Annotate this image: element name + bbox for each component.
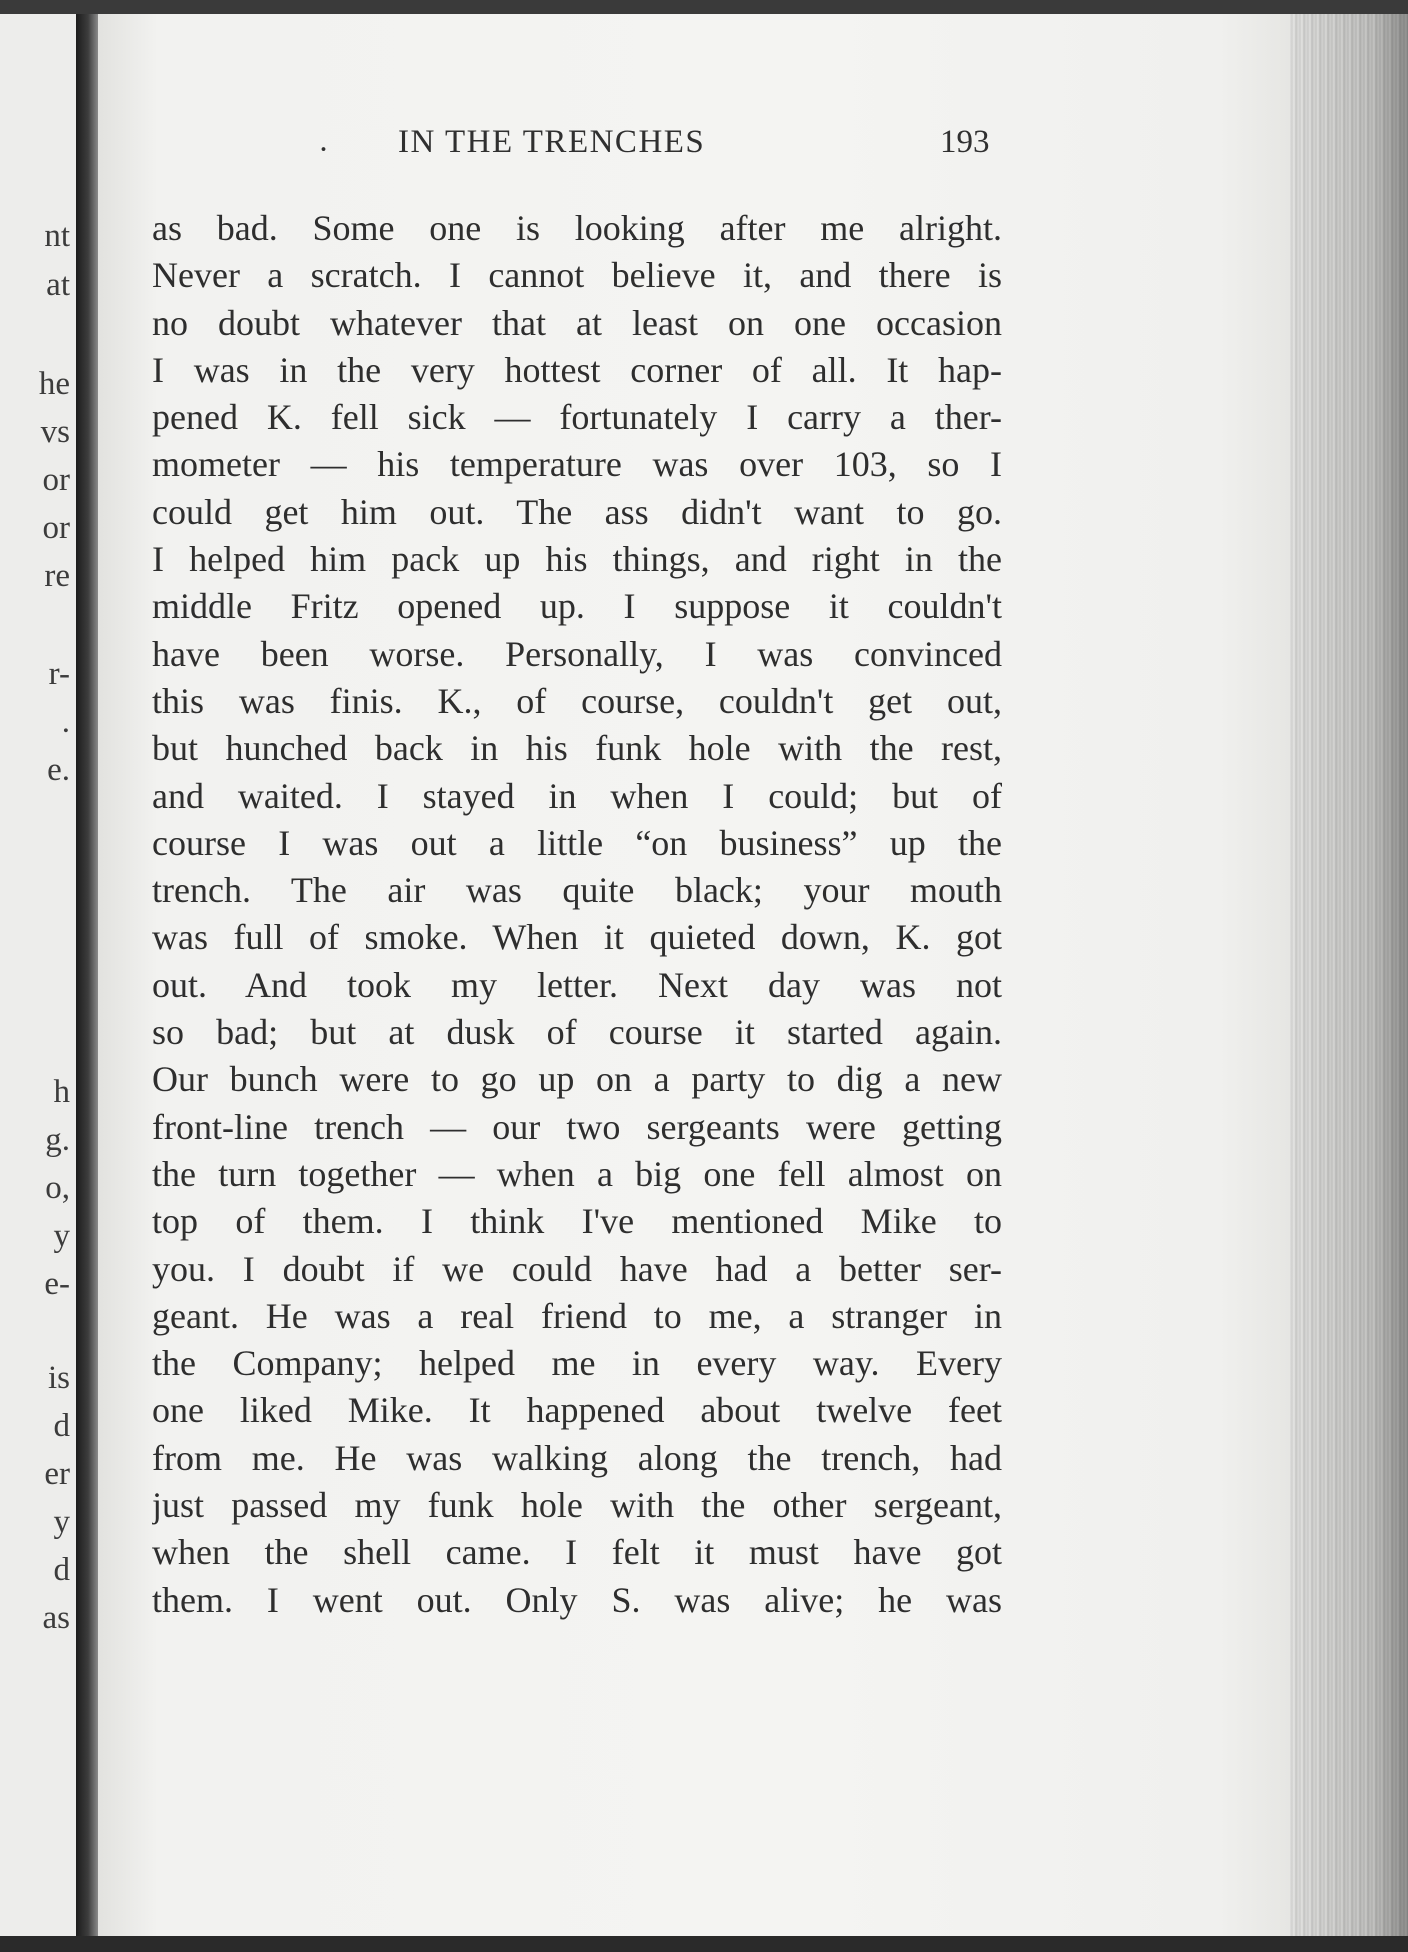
text-line: when the shell came. I felt it must have got <box>152 1532 1002 1573</box>
text-line: was full of smoke. When it quieted down, K. got <box>152 917 1002 958</box>
text-line: no doubt whatever that at least on one occasion <box>152 302 1002 343</box>
running-title: IN THE TRENCHES <box>398 124 706 160</box>
body-text <box>152 205 1002 1624</box>
facing-page-fragment: e- <box>44 1266 70 1302</box>
text-line: Never a scratch. I cannot believe it, and there is <box>152 255 1002 296</box>
facing-page-fragment: or <box>42 510 70 546</box>
text-line: have been worse. Personally, I was convinced <box>152 633 1002 674</box>
text-line: you. I doubt if we could have had a better ser- <box>152 1248 1002 1289</box>
text-line: the turn together — when a big one fell almost on <box>152 1153 1002 1194</box>
facing-page-fragment: y <box>53 1504 70 1540</box>
text-line: pened K. fell sick — fortunately I carry a ther- <box>152 397 1002 438</box>
text-line: Our bunch were to go up on a party to dig a new <box>152 1059 1002 1100</box>
text-line: but hunched back in his funk hole with the rest, <box>152 728 1002 769</box>
facing-page-fragment: d <box>53 1552 70 1588</box>
text-line: course I was out a little “on business” up the <box>152 822 1002 863</box>
facing-page-fragment: nt <box>44 218 70 254</box>
text-line: this was finis. K., of course, couldn't get out, <box>152 680 1002 721</box>
facing-page-fragment: r- <box>48 656 70 692</box>
text-line: trench. The air was quite black; your mouth <box>152 870 1002 911</box>
text-line: geant. He was a real friend to me, a stranger in <box>152 1295 1002 1336</box>
facing-page-fragment: d <box>53 1408 70 1444</box>
text-line: as bad. Some one is looking after me alright. <box>152 208 1002 248</box>
text-line: out. And took my letter. Next day was not <box>152 964 1002 1005</box>
facing-page-fragment: as <box>42 1600 70 1636</box>
page-edges <box>1290 14 1408 1936</box>
text-line: I helped him pack up his things, and right in the <box>152 539 1002 580</box>
text-line: from me. He was walking along the trench, had <box>152 1437 1002 1478</box>
text-line: the Company; helped me in every way. Every <box>152 1343 1002 1384</box>
text-line: and waited. I stayed in when I could; but of <box>152 775 1002 816</box>
facing-page-fragment: o, <box>45 1170 70 1206</box>
facing-page-fragment: y <box>53 1218 70 1254</box>
facing-page-fragment: re <box>44 558 70 594</box>
text-line: middle Fritz opened up. I suppose it couldn't <box>152 586 1002 627</box>
scan-top-edge <box>0 0 1408 14</box>
facing-page-fragment: vs <box>40 414 70 450</box>
text-line: so bad; but at dusk of course it started again. <box>152 1012 1002 1053</box>
text-line: I was in the very hottest corner of all. It hap- <box>152 349 1002 390</box>
text-line: mometer — his temperature was over 103, so I <box>152 444 1002 485</box>
scan-bottom-edge <box>0 1936 1408 1952</box>
text-line: them. I went out. Only S. was alive; he was <box>152 1579 1002 1620</box>
book-gutter <box>76 14 98 1936</box>
text-line: one liked Mike. It happened about twelve feet <box>152 1390 1002 1431</box>
facing-page-fragment: g. <box>45 1122 70 1158</box>
text-line: front-line trench — our two sergeants were getting <box>152 1106 1002 1147</box>
page-number: 193 <box>940 124 990 160</box>
facing-page-fragment: or <box>42 462 70 498</box>
facing-page-fragment: he <box>38 366 70 402</box>
text-line: top of them. I think I've mentioned Mike to <box>152 1201 1002 1242</box>
facing-page-fragment: . <box>61 704 70 740</box>
text-line: just passed my funk hole with the other sergeant, <box>152 1485 1002 1526</box>
facing-page-fragment: is <box>47 1360 70 1396</box>
facing-page-fragment: er <box>44 1456 70 1492</box>
facing-page-fragment: h <box>53 1074 70 1110</box>
header-dot: · <box>318 132 329 168</box>
facing-page-fragment: at <box>46 267 70 303</box>
facing-page-edge <box>0 14 76 1936</box>
text-line: could get him out. The ass didn't want to go. <box>152 491 1002 532</box>
running-header <box>0 124 1408 168</box>
facing-page-fragment: e. <box>47 752 70 788</box>
